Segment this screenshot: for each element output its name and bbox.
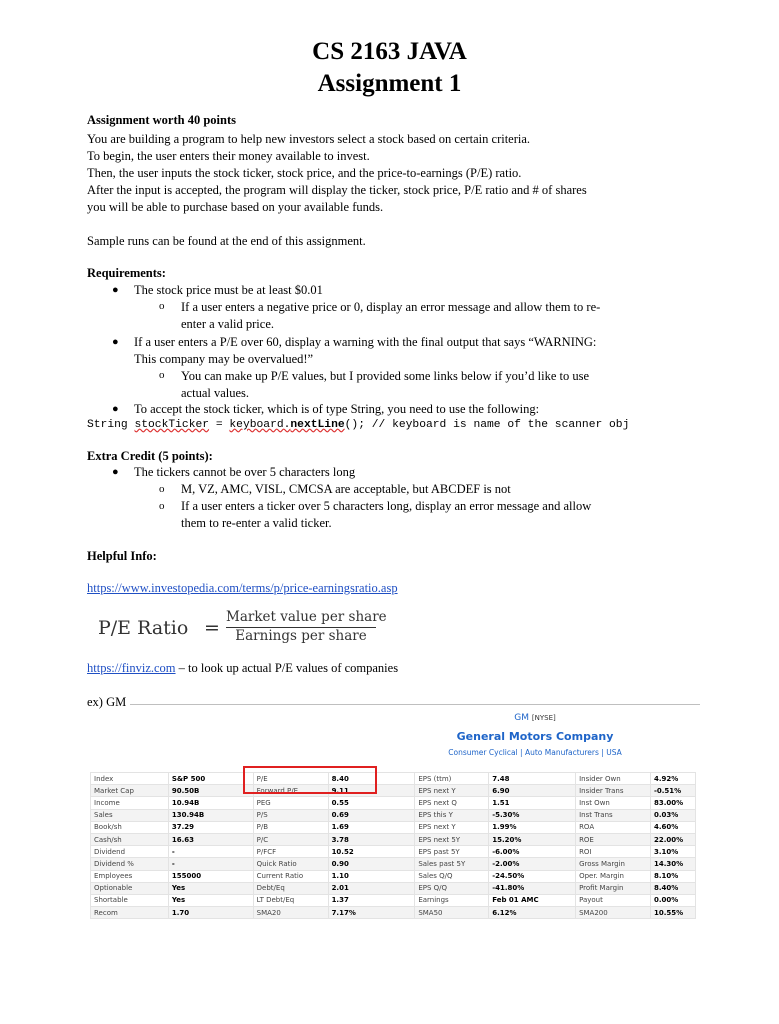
table-value: 90.50B [168, 785, 253, 797]
table-value: 7.17% [328, 907, 415, 919]
code-object: keyboard. [229, 419, 291, 431]
code-variable: stockTicker [134, 419, 210, 431]
table-row [91, 809, 696, 821]
table-row [91, 821, 696, 833]
extra-credit-subitem: M, VZ, AMC, VISL, CMCSA are acceptable, but ABCDEF is not [181, 482, 511, 496]
code-assign: = [209, 419, 230, 431]
table-label: P/S [253, 809, 328, 821]
table-label: ROI [576, 846, 651, 858]
example-label: ex) GM [87, 695, 127, 709]
ticker-symbol[interactable]: GM [514, 713, 530, 723]
table-value: 4.92% [650, 773, 695, 785]
bullet-icon: ● [112, 466, 119, 478]
table-row [91, 773, 696, 785]
table-row [91, 894, 696, 906]
table-value: Yes [168, 882, 253, 894]
table-label: EPS next Y [415, 785, 489, 797]
company-name[interactable]: General Motors Company [456, 730, 614, 743]
sub-bullet-icon: o [159, 483, 165, 495]
table-label: Optionable [91, 882, 169, 894]
extra-credit-item: The tickers cannot be over 5 characters long [134, 465, 356, 479]
intro-line: you will be able to purchase based on your available funds. [87, 200, 384, 214]
sector-line[interactable]: Consumer Cyclical | Auto Manufacturers | USA [448, 748, 622, 757]
table-label: Payout [576, 894, 651, 906]
table-row [91, 882, 696, 894]
table-value: 3.10% [650, 846, 695, 858]
table-label: P/B [253, 821, 328, 833]
requirement-item: The stock price must be at least $0.01 [134, 283, 323, 297]
extra-credit-subitem: If a user enters a ticker over 5 characters long, display an error message and allow [181, 499, 592, 513]
finviz-line [87, 660, 398, 677]
table-label: SMA200 [576, 907, 651, 919]
investopedia-link[interactable]: https://www.investopedia.com/terms/p/price-earningsratio.asp [87, 581, 398, 595]
table-label: Profit Margin [576, 882, 651, 894]
table-label: EPS (ttm) [415, 773, 489, 785]
table-value: -2.00% [489, 858, 576, 870]
table-label: Forward P/E [253, 785, 328, 797]
finviz-description: – to look up actual P/E values of companies [175, 661, 399, 675]
table-value: Yes [168, 894, 253, 906]
table-label: Sales Q/Q [415, 870, 489, 882]
code-comment: (); // keyboard is name of the scanner obj [344, 419, 630, 431]
requirement-subitem: enter a valid price. [181, 317, 275, 331]
table-value: 83.00% [650, 797, 695, 809]
table-value: 6.90 [489, 785, 576, 797]
table-label: Insider Own [576, 773, 651, 785]
table-value: 1.37 [328, 894, 415, 906]
table-label: Dividend [91, 846, 169, 858]
table-label: SMA50 [415, 907, 489, 919]
table-value: -24.50% [489, 870, 576, 882]
table-label: Income [91, 797, 169, 809]
table-value: 2.01 [328, 882, 415, 894]
table-label: SMA20 [253, 907, 328, 919]
exchange-label: [NYSE] [531, 714, 556, 722]
table-row [91, 797, 696, 809]
sub-bullet-icon: o [159, 300, 165, 312]
table-value: 16.63 [168, 833, 253, 845]
table-value: - [168, 858, 253, 870]
table-label: Employees [91, 870, 169, 882]
table-label: Cash/sh [91, 833, 169, 845]
formula-denominator: Earnings per share [235, 628, 367, 644]
table-row [91, 846, 696, 858]
table-label: P/C [253, 833, 328, 845]
title-line1: CS 2163 JAVA [312, 38, 467, 65]
worth-heading: Assignment worth 40 points [87, 113, 236, 127]
requirement-item: To accept the stock ticker, which is of type String, you need to use the following: [134, 402, 540, 416]
table-label: EPS next Q [415, 797, 489, 809]
table-label: Index [91, 773, 169, 785]
table-value: 8.40 [328, 773, 415, 785]
table-value: 1.70 [168, 907, 253, 919]
table-label: Current Ratio [253, 870, 328, 882]
table-value: 0.55 [328, 797, 415, 809]
table-value: 6.12% [489, 907, 576, 919]
fundamentals-table [90, 772, 696, 919]
divider [130, 704, 700, 705]
table-label: P/FCF [253, 846, 328, 858]
table-value: 0.00% [650, 894, 695, 906]
ticker-line [300, 713, 770, 723]
sub-bullet-icon: o [159, 500, 165, 512]
table-row [91, 870, 696, 882]
table-label: EPS next Y [415, 821, 489, 833]
table-value: 3.78 [328, 833, 415, 845]
table-label: Quick Ratio [253, 858, 328, 870]
table-label: EPS past 5Y [415, 846, 489, 858]
table-value: 1.69 [328, 821, 415, 833]
table-label: Earnings [415, 894, 489, 906]
table-label: Sales past 5Y [415, 858, 489, 870]
helpful-info-heading: Helpful Info: [87, 549, 157, 563]
table-value: 10.55% [650, 907, 695, 919]
table-value: 1.99% [489, 821, 576, 833]
table-value: 8.40% [650, 882, 695, 894]
table-label: ROA [576, 821, 651, 833]
formula-equals: = [204, 617, 220, 639]
code-line [87, 417, 629, 434]
table-value: 14.30% [650, 858, 695, 870]
formula-lhs: P/E Ratio [98, 617, 189, 639]
bullet-icon: ● [112, 403, 119, 415]
table-label: Shortable [91, 894, 169, 906]
table-label: LT Debt/Eq [253, 894, 328, 906]
table-label: Dividend % [91, 858, 169, 870]
code-method: nextLine [290, 419, 345, 431]
table-label: P/E [253, 773, 328, 785]
table-value: 22.00% [650, 833, 695, 845]
requirement-subitem: If a user enters a negative price or 0, display an error message and allow them to re- [181, 300, 601, 314]
table-label: Insider Trans [576, 785, 651, 797]
table-value: 1.51 [489, 797, 576, 809]
table-value: 10.52 [328, 846, 415, 858]
table-row [91, 785, 696, 797]
requirement-item: If a user enters a P/E over 60, display a warning with the final output that says “WARNING: [134, 335, 597, 349]
table-value: 9.11 [328, 785, 415, 797]
table-value: -6.00% [489, 846, 576, 858]
table-label: Recom [91, 907, 169, 919]
table-value: - [168, 846, 253, 858]
bullet-icon: ● [112, 284, 119, 296]
table-value: -41.80% [489, 882, 576, 894]
extra-credit-subitem: them to re-enter a valid ticker. [181, 516, 332, 530]
requirements-heading: Requirements: [87, 266, 166, 280]
code-type: String [87, 419, 135, 431]
intro-line: After the input is accepted, the program will display the ticker, stock price, P/E ratio and # of shares [87, 183, 587, 197]
table-value: 10.94B [168, 797, 253, 809]
table-label: Market Cap [91, 785, 169, 797]
intro-line: To begin, the user enters their money available to invest. [87, 149, 370, 163]
table-value: -5.30% [489, 809, 576, 821]
table-row [91, 907, 696, 919]
formula-numerator: Market value per share [226, 609, 387, 625]
table-value: -0.51% [650, 785, 695, 797]
sample-runs-note: Sample runs can be found at the end of this assignment. [87, 234, 366, 248]
table-value: S&P 500 [168, 773, 253, 785]
table-value: 8.10% [650, 870, 695, 882]
table-value: 130.94B [168, 809, 253, 821]
requirement-subitem: actual values. [181, 386, 250, 400]
table-value: 0.69 [328, 809, 415, 821]
table-label: Oper. Margin [576, 870, 651, 882]
table-value: 15.20% [489, 833, 576, 845]
table-label: Book/sh [91, 821, 169, 833]
table-label: EPS next 5Y [415, 833, 489, 845]
table-value: 4.60% [650, 821, 695, 833]
table-label: Gross Margin [576, 858, 651, 870]
table-label: Sales [91, 809, 169, 821]
extra-credit-heading: Extra Credit (5 points): [87, 449, 213, 463]
table-label: EPS Q/Q [415, 882, 489, 894]
table-value: 0.03% [650, 809, 695, 821]
table-row [91, 833, 696, 845]
table-value: 155000 [168, 870, 253, 882]
table-value: 1.10 [328, 870, 415, 882]
table-value: 0.90 [328, 858, 415, 870]
table-label: ROE [576, 833, 651, 845]
sub-bullet-icon: o [159, 369, 165, 381]
pe-highlight-box [243, 766, 377, 794]
table-label: Inst Own [576, 797, 651, 809]
table-value: Feb 01 AMC [489, 894, 576, 906]
table-label: Inst Trans [576, 809, 651, 821]
table-row [91, 858, 696, 870]
table-value: 7.48 [489, 773, 576, 785]
table-value: 37.29 [168, 821, 253, 833]
table-label: PEG [253, 797, 328, 809]
finviz-link[interactable]: https://finviz.com [87, 661, 176, 675]
intro-line: You are building a program to help new investors select a stock based on certain criteria. [87, 132, 531, 146]
table-label: Debt/Eq [253, 882, 328, 894]
title-line2: Assignment 1 [317, 70, 462, 97]
requirement-item: This company may be overvalued!” [134, 352, 314, 366]
bullet-icon: ● [112, 336, 119, 348]
requirement-subitem: You can make up P/E values, but I provided some links below if you’d like to use [181, 369, 590, 383]
table-label: EPS this Y [415, 809, 489, 821]
intro-line: Then, the user inputs the stock ticker, stock price, and the price-to-earnings (P/E) ratio. [87, 166, 522, 180]
